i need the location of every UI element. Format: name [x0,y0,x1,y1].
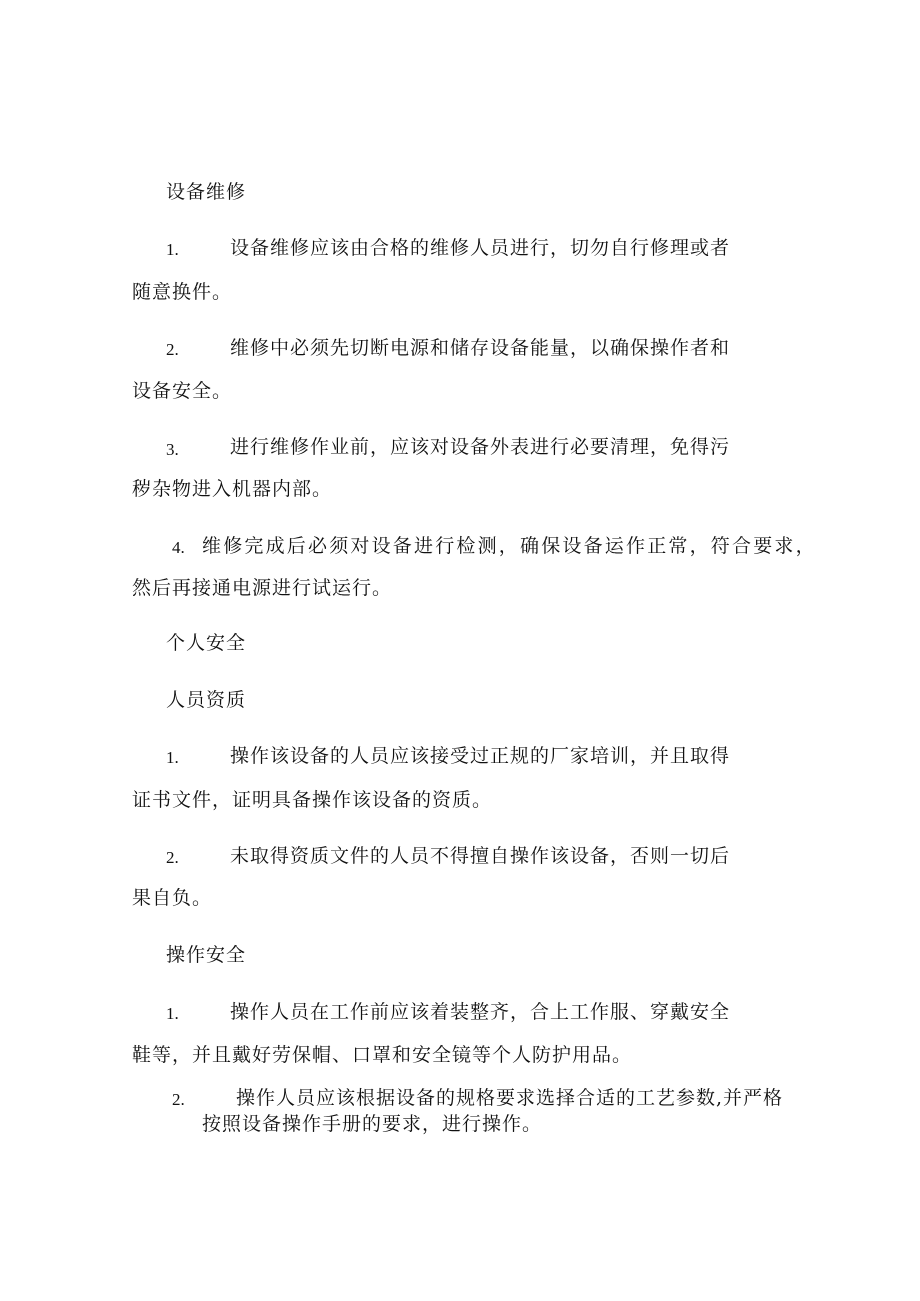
section-heading-personnel-qualification: 人员资质 [166,689,247,711]
list-item-text-continued: 秽杂物进入机器内部。 [132,478,333,500]
list-item-number: 3. [166,440,179,459]
list-item-text: 操作该设备的人员应该接受过正规的厂家培训，并且取得 [230,745,731,767]
section-heading-personal-safety: 个人安全 [166,632,247,654]
section-heading-operation-safety: 操作安全 [166,944,247,966]
list-item-number: 2. [166,340,179,359]
list-item-text-continued: 证书文件，证明具备操作该设备的资质。 [132,789,493,811]
list-item-number: 2. [172,1090,185,1109]
list-item-text-continued: 果自负。 [132,887,213,909]
list-item-text-continued: 设备安全。 [132,380,233,402]
list-item-text: 操作人员应该根据设备的规格要求选择合适的工艺参数,并严格 [236,1087,784,1109]
list-item-text-continued: 鞋等，并且戴好劳保帽、口罩和安全镜等个人防护用品。 [132,1044,633,1066]
list-item-text-continued: 随意换件。 [132,281,233,303]
list-item-number: 2. [166,848,179,867]
list-item-text: 维修中必须先切断电源和储存设备能量，以确保操作者和 [230,337,731,359]
list-item-text: 设备维修应该由合格的维修人员进行，切勿自行修理或者 [230,237,731,259]
list-item-number: 1. [166,240,179,259]
list-item-text: 未取得资质文件的人员不得擅自操作该设备，否则一切后 [230,845,731,867]
list-item-text: 进行维修作业前，应该对设备外表进行必要清理，免得污 [230,436,731,458]
list-item-text-continued: 按照设备操作手册的要求，进行操作。 [202,1113,543,1135]
list-item-text: 维修完成后必须对设备进行检测，确保设备运作正常，符合要求， [202,535,817,557]
section-heading-equipment-maintenance: 设备维修 [166,181,247,203]
list-item-text: 操作人员在工作前应该着装整齐，合上工作服、穿戴安全 [230,1001,731,1023]
list-item-number: 4. [172,538,185,557]
list-item-number: 1. [166,748,179,767]
list-item-text-continued: 然后再接通电源进行试运行。 [132,577,393,599]
list-item-number: 1. [166,1004,179,1023]
